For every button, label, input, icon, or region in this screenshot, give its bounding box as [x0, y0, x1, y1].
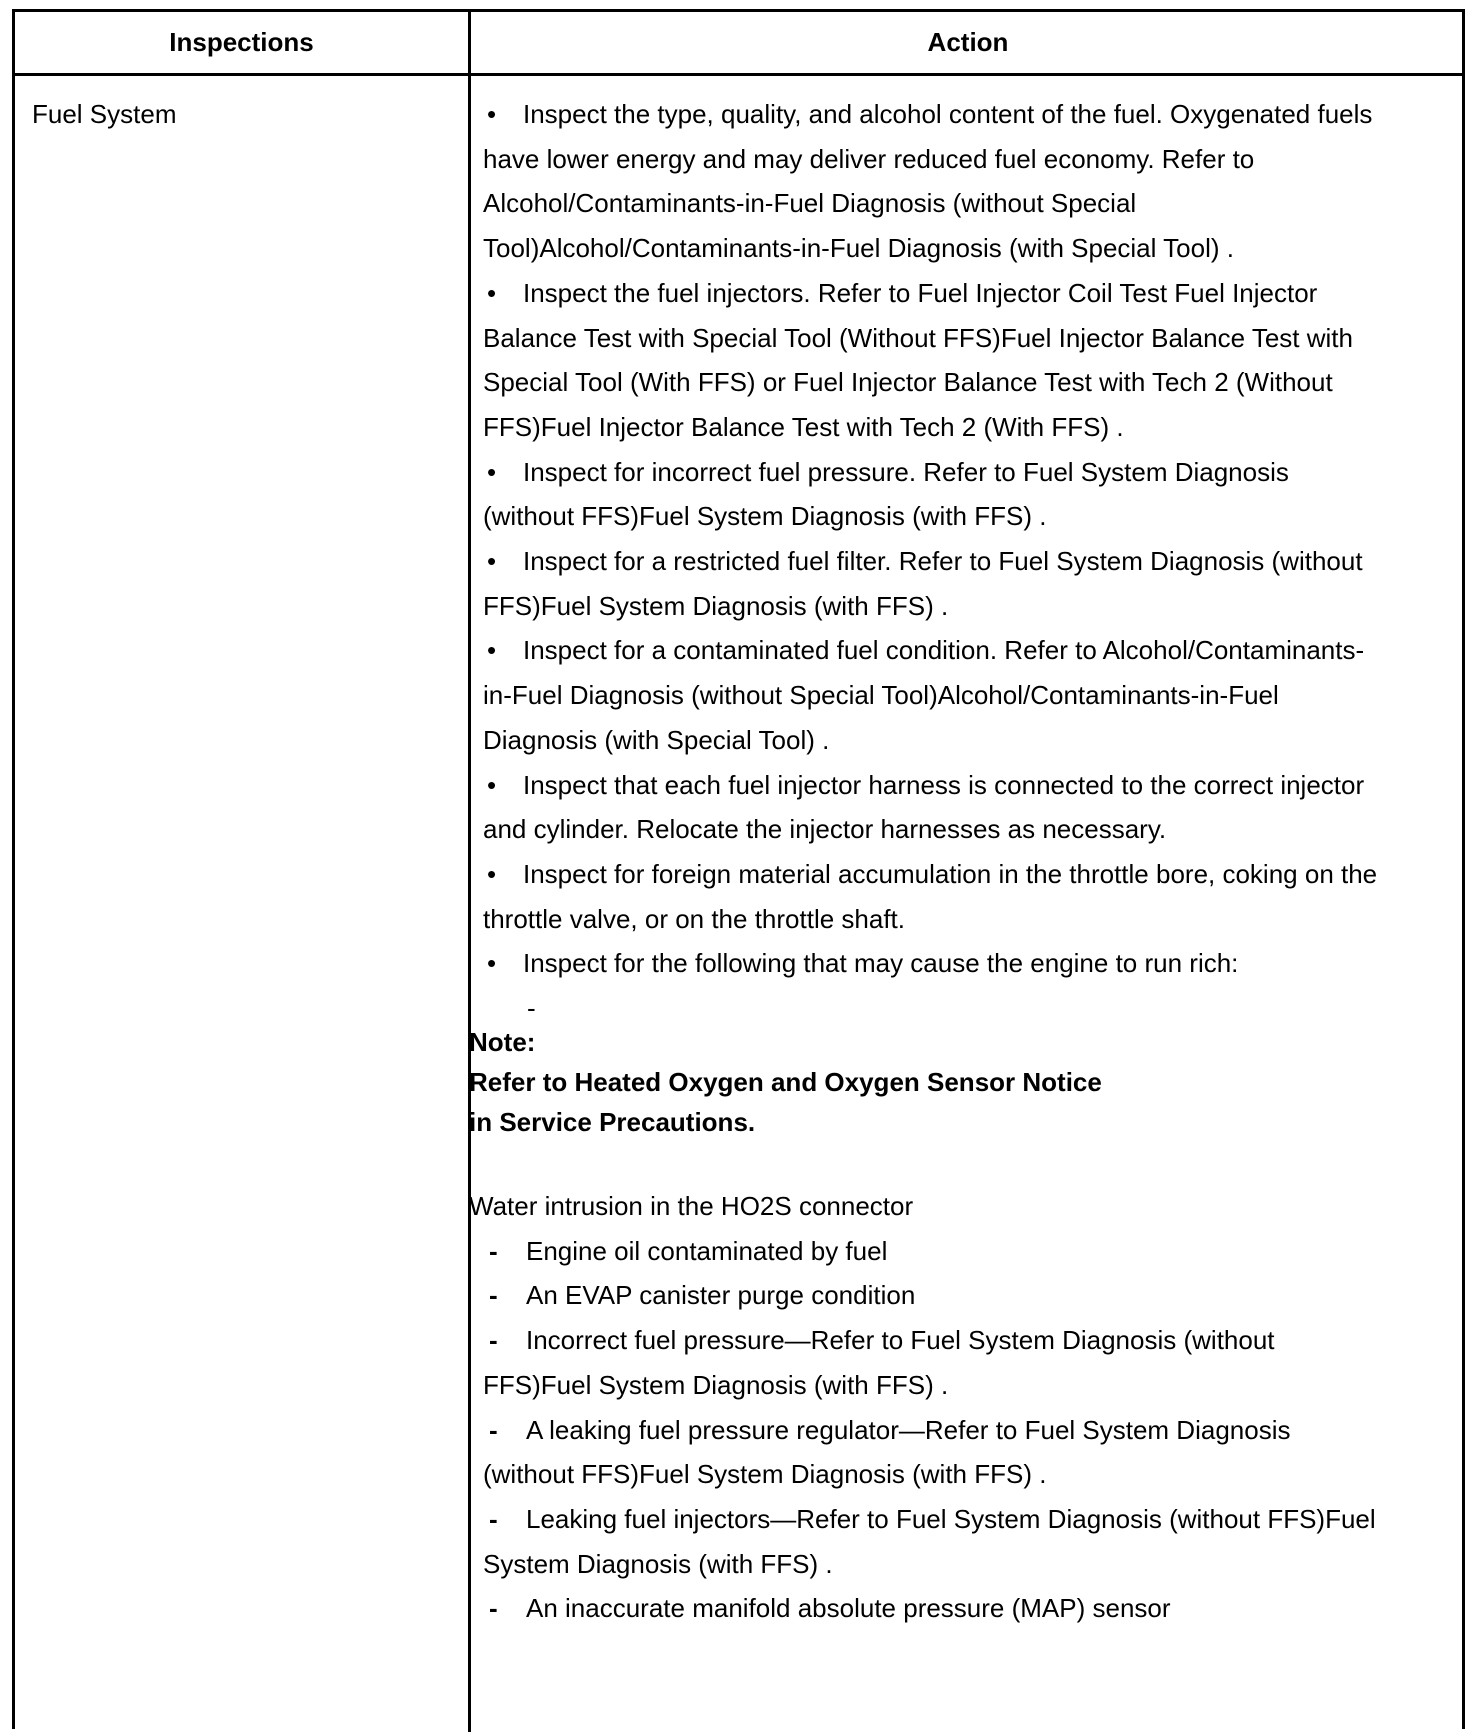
dash-mark: -	[489, 1503, 498, 1534]
dash-mark: -	[489, 1280, 498, 1311]
dash-mark: -	[489, 1593, 498, 1624]
note-text-line: Refer to Heated Oxygen and Oxygen Sensor Notice	[469, 1067, 1102, 1098]
bullet-mark: •	[487, 456, 497, 487]
action-bullet	[483, 92, 1383, 271]
action-bullet	[483, 539, 1383, 628]
action-bullet-text: Inspect for foreign material accumulation in the throttle bore, coking on the throttle valve, or on the throttle shaft.	[483, 858, 1378, 934]
sub-list-item	[483, 1273, 1383, 1318]
sub-list-text: Incorrect fuel pressure—Refer to Fuel System Diagnosis (without FFS)Fuel System Diagnosis (with FFS) .	[483, 1325, 1275, 1400]
column-divider	[468, 12, 471, 1732]
bullet-mark: •	[487, 635, 497, 666]
header-inspections: Inspections	[169, 27, 314, 57]
bullet-mark: •	[487, 858, 497, 889]
dash-mark: -	[489, 1414, 498, 1445]
sub-list-text: Engine oil contaminated by fuel	[526, 1235, 888, 1266]
note-text-line: in Service Precautions.	[469, 1107, 756, 1138]
sub-list-item	[483, 1318, 1383, 1407]
sub-list-item	[483, 1497, 1383, 1586]
action-bullet	[483, 450, 1383, 539]
bullet-mark: •	[487, 948, 497, 979]
action-bullet	[483, 763, 1383, 852]
action-bullet	[483, 271, 1383, 450]
action-bullet	[483, 941, 1383, 986]
sub-list-dash: -	[527, 993, 536, 1024]
action-bullet-text: Inspect for a contaminated fuel condition. Refer to Alcohol/Contaminants-in-Fuel Diagnosis (without Special Tool)Alcohol/Contaminants-in-Fuel Diagnosis (with Special Tool) .	[483, 635, 1365, 755]
inspection-cell: Fuel System	[32, 99, 177, 129]
sub-list-text: An EVAP canister purge condition	[526, 1280, 916, 1311]
action-bullet-text: Inspect that each fuel injector harness is connected to the correct injector and cylinder. Relocate the injector harnesses as necessary.	[483, 769, 1365, 845]
bullet-mark: •	[487, 99, 497, 129]
action-bullet	[483, 628, 1383, 762]
bullet-mark: •	[487, 769, 497, 800]
action-bullet	[483, 852, 1383, 941]
action-bullet-text: Inspect for incorrect fuel pressure. Refer to Fuel System Diagnosis (without FFS)Fuel System Diagnosis (with FFS) .	[483, 456, 1289, 532]
action-bullet-text: Inspect the fuel injectors. Refer to Fuel Injector Coil Test Fuel Injector Balance Test with Special Tool (Without FFS)Fuel Injector Balance Test with Special Tool (With FFS) or Fuel Injector Balance Test with Tech 2 (Without FFS)Fuel Injector Balance Test with Tech 2 (With FFS) .	[483, 277, 1353, 442]
sub-list-item	[483, 1408, 1383, 1497]
header-action: Action	[927, 27, 1009, 57]
action-cell	[469, 92, 1383, 1631]
sub-list-text: A leaking fuel pressure regulator—Refer to Fuel System Diagnosis (without FFS)Fuel System Diagnosis (with FFS) .	[483, 1414, 1291, 1490]
action-bullet-text: Inspect for a restricted fuel filter. Refer to Fuel System Diagnosis (without FFS)Fuel System Diagnosis (with FFS) .	[483, 546, 1363, 621]
inspection-table	[12, 9, 1465, 1729]
bullet-mark: •	[487, 546, 497, 577]
note-label: Note:	[469, 1027, 536, 1058]
sub-list-text: An inaccurate manifold absolute pressure (MAP) sensor	[526, 1593, 1171, 1624]
water-intrusion-line: Water intrusion in the HO2S connector	[469, 1191, 914, 1222]
sub-list-text: Leaking fuel injectors—Refer to Fuel System Diagnosis (without FFS)Fuel System Diagnosis (with FFS) .	[483, 1503, 1376, 1579]
dash-mark: -	[489, 1325, 498, 1356]
table-header-row	[15, 12, 1462, 76]
sub-list-item	[483, 1229, 1383, 1274]
action-bullet-text: Inspect for the following that may cause the engine to run rich:	[523, 948, 1239, 979]
bullet-mark: •	[487, 277, 497, 308]
note-block	[469, 1022, 1383, 1142]
note-spacer	[483, 1142, 1383, 1184]
sub-list-item	[483, 1586, 1383, 1631]
dash-mark: -	[489, 1235, 498, 1266]
action-bullet-text: Inspect the type, quality, and alcohol content of the fuel. Oxygenated fuels have lower energy and may deliver reduced fuel economy. Refer to Alcohol/Contaminants-in-Fuel Diagnosis (without Special Tool)Alcohol/Contaminants-in-Fuel Diagnosis (with Special Tool) .	[483, 99, 1373, 264]
